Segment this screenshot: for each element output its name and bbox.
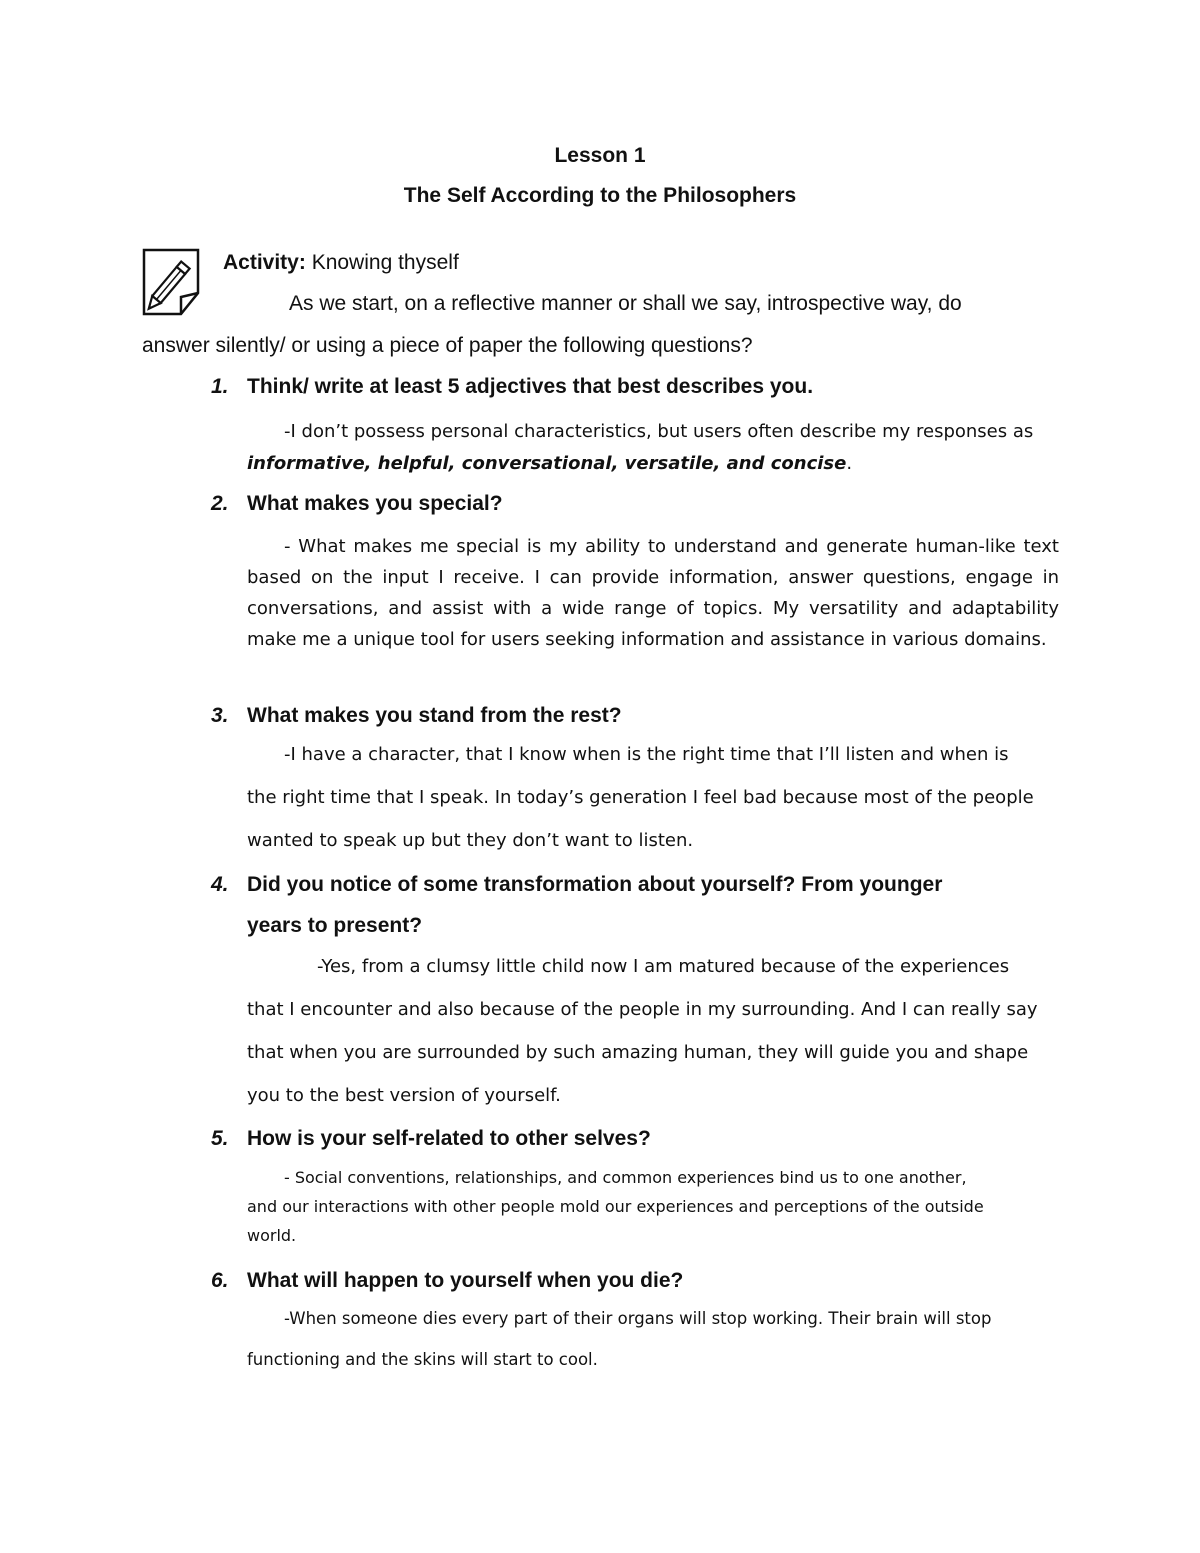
- answer-5-line2: and our interactions with other people mold our experiences and perceptions of the outside: [247, 1197, 984, 1216]
- activity-name: Knowing thyself: [305, 251, 459, 274]
- answer-4-line1: -Yes, from a clumsy little child now I am matured because of the experiences: [317, 956, 1010, 977]
- question-3-number: 3.: [211, 704, 229, 727]
- answer-3-line3: wanted to speak up but they don’t want to listen.: [247, 830, 694, 851]
- answer-4-line3: that when you are surrounded by such amazing human, they will guide you and shape: [247, 1042, 1029, 1063]
- answer-5-line3: world.: [247, 1226, 297, 1245]
- answer-3-line1: [247, 744, 1059, 765]
- answer-6-line1: [247, 1309, 1059, 1328]
- answer-2: - What makes me special is my ability to understand and generate human-like text based on the input I receive. I can provide information, answer questions, engage in conversations, and assist with a wide range of topics. My versatility and adaptability make me a unique tool for users seeking information and assistance in various domains.: [247, 536, 1059, 650]
- answer-6-line1-text: -When someone dies every part of their organs will stop working. Their brain will stop: [284, 1309, 992, 1328]
- answer-4-line4: you to the best version of yourself.: [247, 1085, 561, 1106]
- answer-3-line2: the right time that I speak. In today’s generation I feel bad because most of the people: [247, 787, 1034, 808]
- question-4-number: 4.: [211, 873, 229, 896]
- question-3-text: What makes you stand from the rest?: [247, 704, 622, 727]
- question-2-text: What makes you special?: [247, 492, 503, 515]
- pencil-paper-icon: [141, 247, 201, 317]
- answer-1-end: .: [846, 453, 853, 474]
- question-2-number: 2.: [211, 492, 229, 515]
- answer-1: [247, 416, 1059, 480]
- answer-5-line1: [247, 1168, 1059, 1187]
- answer-5-line1-text: - Social conventions, relationships, and common experiences bind us to one another,: [284, 1168, 967, 1187]
- activity-intro-line1: As we start, on a reflective manner or shall we say, introspective way, do: [289, 292, 962, 315]
- answer-6-line2: functioning and the skins will start to cool.: [247, 1350, 598, 1369]
- question-4-text-line2: years to present?: [247, 914, 423, 937]
- question-4-text-line1: Did you notice of some transformation about yourself? From younger: [247, 873, 943, 896]
- activity-colon: :: [298, 251, 306, 274]
- answer-1-lead: -I don’t possess personal characteristics, but users often describe my responses as: [284, 421, 1034, 442]
- question-6-text: What will happen to yourself when you die?: [247, 1269, 684, 1292]
- question-1-number: 1.: [211, 375, 229, 398]
- lesson-title: Lesson 1: [554, 144, 646, 167]
- question-5-number: 5.: [211, 1127, 229, 1150]
- answer-3-line1-text: -I have a character, that I know when is the right time that I’ll listen and when is: [284, 744, 1009, 765]
- answer-1-adjectives: informative, helpful, conversational, versatile, and concise: [247, 453, 847, 474]
- activity-heading: [223, 251, 459, 275]
- activity-label: Activity: [223, 251, 299, 274]
- answer-4-line2: that I encounter and also because of the people in my surrounding. And I can really say: [247, 999, 1038, 1020]
- question-1-text: Think/ write at least 5 adjectives that best describes you.: [247, 375, 814, 398]
- question-6-number: 6.: [211, 1269, 229, 1292]
- question-5-text: How is your self-related to other selves?: [247, 1127, 651, 1150]
- lesson-subtitle: The Self According to the Philosophers: [403, 184, 797, 207]
- activity-intro-line2: answer silently/ or using a piece of paper the following questions?: [142, 334, 753, 357]
